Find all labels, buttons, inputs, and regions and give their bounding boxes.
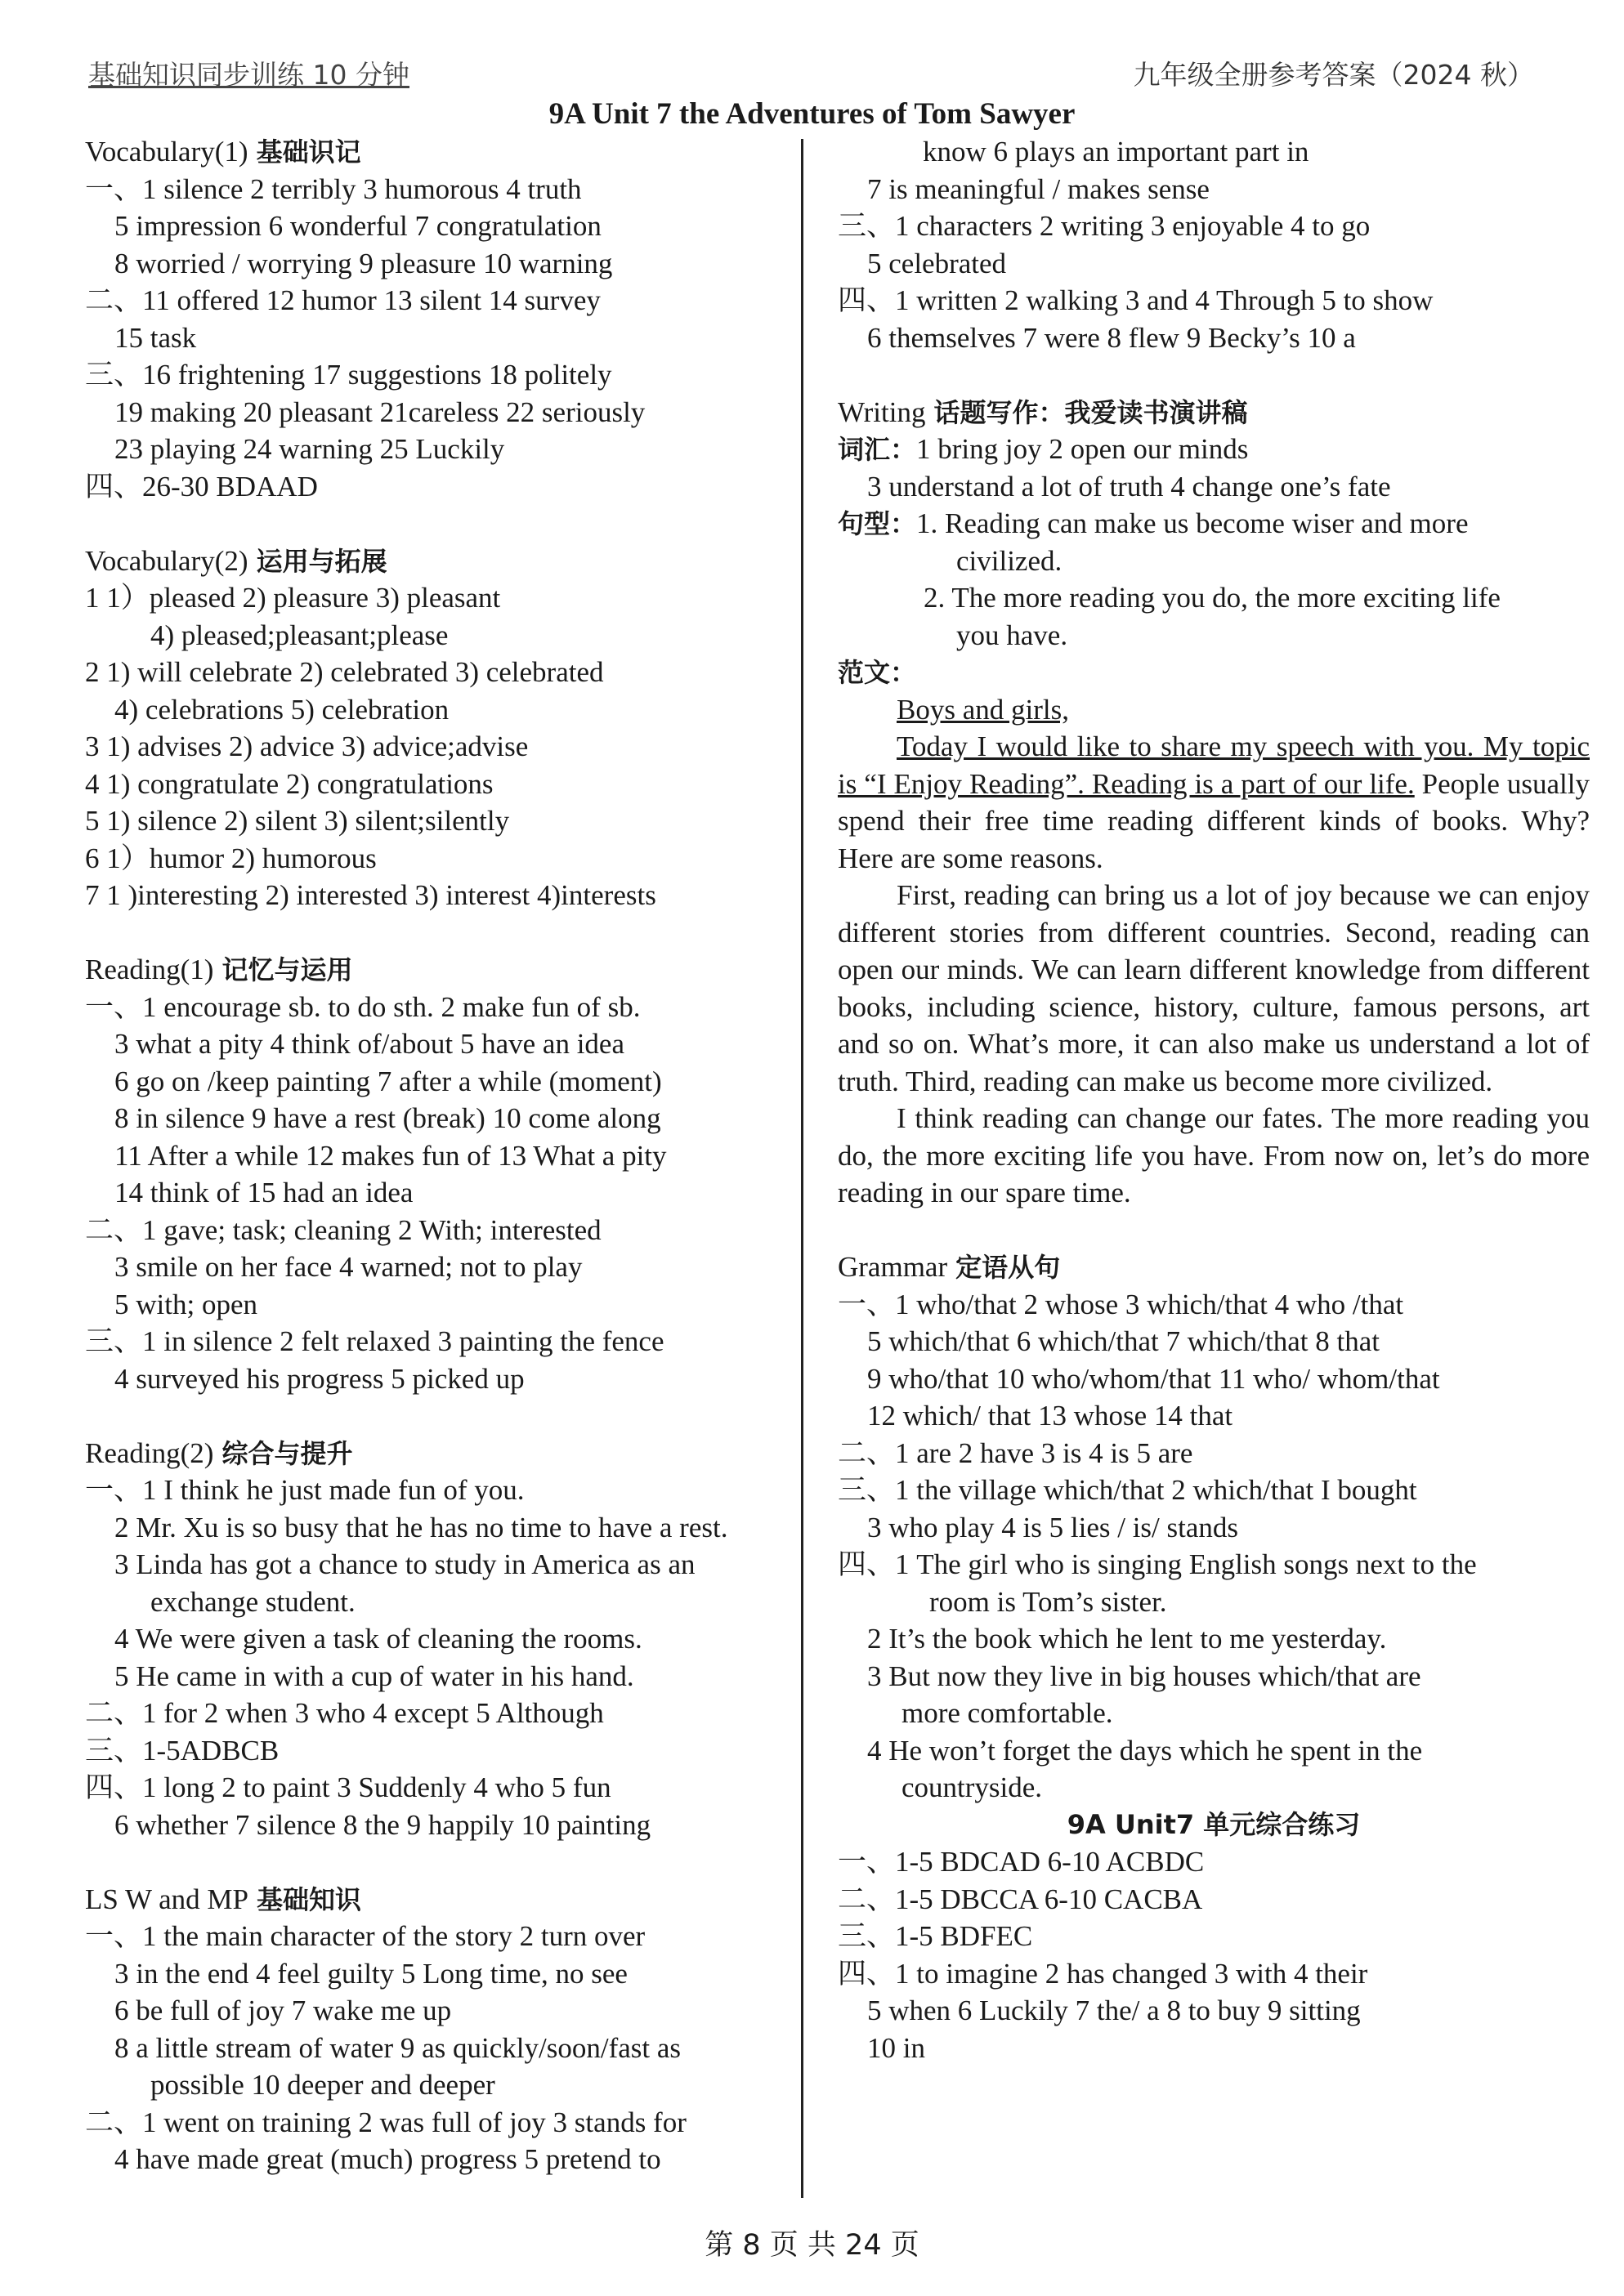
vocab-line: 3 understand a lot of truth 4 change one’s fate bbox=[867, 470, 1391, 503]
page-title: 9A Unit 7 the Adventures of Tom Sawyer bbox=[548, 97, 1076, 131]
answer-line: 一、1 who/that 2 whose 3 which/that 4 who /that bbox=[838, 1288, 1404, 1320]
answer-line: 三、1 the village which/that 2 which/that I bought bbox=[838, 1474, 1417, 1506]
answer-line: 四、1 The girl who is singing English songs next to the bbox=[838, 1548, 1477, 1580]
answer-line: 3 But now they live in big houses which/that are bbox=[867, 1659, 1421, 1692]
answer-line: 5 which/that 6 which/that 7 which/that 8 that bbox=[867, 1325, 1380, 1357]
answer-line: 一、1 encourage sb. to do sth. 2 make fun of sb. bbox=[85, 990, 641, 1023]
answer-line: room is Tom’s sister. bbox=[929, 1585, 1167, 1618]
answer-line: 6 1）humor 2) humorous bbox=[85, 842, 377, 874]
answer-line: 4 surveyed his progress 5 picked up bbox=[114, 1362, 525, 1395]
answer-line: exchange student. bbox=[150, 1585, 356, 1618]
answer-line: 三、1 in silence 2 felt relaxed 3 painting the fence bbox=[85, 1325, 664, 1357]
section-heading-reading-2 bbox=[85, 1435, 788, 1472]
left-column bbox=[85, 133, 788, 2178]
answer-line: 2 It’s the book which he lent to me yesterday. bbox=[867, 1623, 1387, 1655]
answer-line: 三、1-5ADBCB bbox=[85, 1734, 280, 1767]
answer-line: 3 in the end 4 feel guilty 5 Long time, no see bbox=[114, 1957, 628, 1990]
answer-line: 三、1 characters 2 writing 3 enjoyable 4 to go bbox=[838, 210, 1371, 242]
answer-line: 9 who/that 10 who/whom/that 11 who/ whom/that bbox=[867, 1362, 1440, 1395]
answer-line: 14 think of 15 had an idea bbox=[114, 1177, 414, 1208]
answer-line: 一、1 I think he just made fun of you. bbox=[85, 1474, 525, 1506]
answer-line: 6 themselves 7 were 8 flew 9 Becky’s 10 a bbox=[867, 321, 1356, 354]
page-footer: 第 8 页 共 24 页 bbox=[705, 2229, 919, 2262]
heading-en: Reading(2) bbox=[85, 1436, 214, 1469]
heading-en: Grammar bbox=[838, 1251, 948, 1283]
header-right: 九年级全册参考答案（2024 秋） bbox=[1133, 59, 1534, 91]
answer-line: 5 with; open bbox=[114, 1288, 257, 1320]
answer-line: 5 when 6 Luckily 7 the/ a 8 to buy 9 sitting bbox=[867, 1994, 1361, 2026]
answer-line: 3 Linda has got a chance to study in America as an bbox=[114, 1548, 696, 1580]
answer-line: 2 1) will celebrate 2) celebrated 3) celebrated bbox=[85, 656, 604, 688]
section-heading-vocabulary-2 bbox=[85, 543, 788, 580]
header-left: 基础知识同步训练 10 分钟 bbox=[88, 59, 409, 91]
section-heading-reading-1 bbox=[85, 951, 788, 989]
answer-line: 3 what a pity 4 think of/about 5 have an idea bbox=[114, 1028, 625, 1060]
answer-line: know 6 plays an important part in bbox=[923, 136, 1309, 168]
section-heading-lsw-mp bbox=[85, 1881, 788, 1919]
answer-line: more comfortable. bbox=[901, 1697, 1113, 1729]
section-heading-grammar bbox=[838, 1249, 1590, 1286]
sentence-line: civilized. bbox=[956, 544, 1063, 577]
vocab-line: 1 bring joy 2 open our minds bbox=[916, 433, 1249, 465]
heading-zh: 记忆与运用 bbox=[221, 954, 353, 985]
answer-line: 7 1 )interesting 2) interested 3) interest 4)interests bbox=[85, 879, 656, 911]
answer-line: 7 is meaningful / makes sense bbox=[867, 172, 1210, 205]
answer-line: 4 1) congratulate 2) congratulations bbox=[85, 767, 494, 800]
answer-line: 一、1-5 BDCAD 6-10 ACBDC bbox=[838, 1846, 1205, 1878]
answer-line: 二、11 offered 12 humor 13 silent 14 survey bbox=[85, 284, 601, 316]
heading-en: Writing bbox=[838, 395, 926, 428]
answer-line: countryside. bbox=[901, 1771, 1043, 1803]
heading-zh: 综合与提升 bbox=[221, 1437, 353, 1469]
answer-line: 一、1 the main character of the story 2 turn over bbox=[85, 1920, 646, 1952]
answer-line: 三、16 frightening 17 suggestions 18 politely bbox=[85, 359, 612, 391]
essay-greeting: Boys and girls, bbox=[897, 693, 1069, 726]
answer-line: 5 1) silence 2) silent 3) silent;silently bbox=[85, 805, 510, 837]
heading-zh: 话题写作：我爱读书演讲稿 bbox=[933, 396, 1248, 428]
answer-line: 4 He won’t forget the days which he spent in the bbox=[867, 1734, 1423, 1767]
answer-line: 四、26-30 BDAAD bbox=[85, 470, 318, 503]
model-essay-label: 范文： bbox=[838, 657, 917, 688]
answer-line: 3 who play 4 is 5 lies / is/ stands bbox=[867, 1511, 1239, 1543]
heading-zh: 运用与拓展 bbox=[256, 545, 387, 577]
answer-line: 5 impression 6 wonderful 7 congratulation bbox=[114, 210, 602, 242]
answer-line: 二、1 are 2 have 3 is 4 is 5 are bbox=[838, 1436, 1193, 1469]
answer-line: 6 whether 7 silence 8 the 9 happily 10 painting bbox=[114, 1808, 651, 1841]
essay-underlined: Today I would like to share my speech with you. My topic is “I Enjoy Reading”. Reading is a part of our life. bbox=[838, 730, 1590, 800]
answer-line: 二、1 went on training 2 was full of joy 3 stands for bbox=[85, 2106, 687, 2138]
answer-line: 23 playing 24 warning 25 Luckily bbox=[114, 433, 505, 465]
answer-line: 11 After a while 12 makes fun of 13 What a pity bbox=[114, 1139, 667, 1172]
sentence-line: you have. bbox=[956, 619, 1068, 651]
heading-en: Vocabulary(1) bbox=[85, 136, 248, 168]
answer-line: 四、1 written 2 walking 3 and 4 Through 5 to show bbox=[838, 284, 1434, 316]
answer-line: 4) pleased;pleasant;please bbox=[150, 619, 449, 651]
answer-line: 15 task bbox=[114, 321, 197, 354]
right-column bbox=[838, 133, 1590, 2066]
answer-line: 4 We were given a task of cleaning the rooms. bbox=[114, 1623, 642, 1655]
essay-paragraph-1 bbox=[838, 728, 1590, 877]
answer-line: 8 a little stream of water 9 as quickly/soon/fast as bbox=[114, 2031, 682, 2064]
answer-line: 四、1 to imagine 2 has changed 3 with 4 their bbox=[838, 1957, 1368, 1990]
answer-line: 6 be full of joy 7 wake me up bbox=[114, 1994, 452, 2026]
answer-line: 四、1 long 2 to paint 3 Suddenly 4 who 5 fun bbox=[85, 1771, 611, 1803]
heading-zh: 定语从句 bbox=[955, 1252, 1061, 1283]
vocab-label: 词汇： bbox=[838, 434, 917, 465]
sentence-label: 句型： bbox=[838, 508, 917, 539]
answer-line: 1 1）pleased 2) pleasure 3) pleasant bbox=[85, 582, 501, 614]
heading-en: LS W and MP bbox=[85, 1883, 248, 1915]
answer-line: 二、1-5 DBCCA 6-10 CACBA bbox=[838, 1883, 1203, 1915]
heading-zh: 基础识记 bbox=[256, 136, 361, 168]
answer-line: 3 1) advises 2) advice 3) advice;advise bbox=[85, 730, 529, 762]
answer-line: 10 in bbox=[867, 2031, 925, 2064]
column-divider bbox=[801, 139, 803, 2198]
answer-line: 6 go on /keep painting 7 after a while (moment) bbox=[114, 1065, 662, 1097]
essay-paragraph-2: First, reading can bring us a lot of joy because we can enjoy different stories from different countries. Second, reading can open our minds. We can learn different knowledge from different books, including science, history, culture, famous persons, art and so on. What’s more, it can also make us understand a lot of truth. Third, reading can make us become more civilized. bbox=[838, 879, 1590, 1097]
sentence-line: 2. The more reading you do, the more exciting life bbox=[924, 582, 1501, 614]
heading-en: Vocabulary(2) bbox=[85, 544, 248, 577]
answer-line: 4) celebrations 5) celebration bbox=[114, 693, 450, 726]
sentence-line: 1. Reading can make us become wiser and more bbox=[916, 507, 1469, 539]
answer-line: 5 He came in with a cup of water in his hand. bbox=[114, 1659, 634, 1692]
answer-line: 19 making 20 pleasant 21careless 22 seriously bbox=[114, 395, 646, 428]
answer-line: 12 which/ that 13 whose 14 that bbox=[867, 1400, 1233, 1432]
answer-line: 2 Mr. Xu is so busy that he has no time to have a rest. bbox=[114, 1511, 728, 1543]
answer-line: 二、1 for 2 when 3 who 4 except 5 Although bbox=[85, 1697, 604, 1729]
answer-line: 3 smile on her face 4 warned; not to play bbox=[114, 1251, 583, 1283]
answer-line: possible 10 deeper and deeper bbox=[150, 2069, 495, 2101]
answer-line: 4 have made great (much) progress 5 pretend to bbox=[114, 2143, 661, 2175]
essay-paragraph-3: I think reading can change our fates. The more reading you do, the more exciting life you have. From now on, let’s do more reading in our spare time. bbox=[838, 1102, 1590, 1208]
unit-practice-title: 9A Unit7 单元综合练习 bbox=[1067, 1808, 1361, 1840]
answer-line: 一、1 silence 2 terribly 3 humorous 4 truth bbox=[85, 172, 582, 205]
answer-line: 8 in silence 9 have a rest (break) 10 come along bbox=[114, 1102, 661, 1134]
answer-line: 二、1 gave; task; cleaning 2 With; interested bbox=[85, 1213, 602, 1246]
answer-line: 5 celebrated bbox=[867, 247, 1007, 279]
answer-line: 三、1-5 BDFEC bbox=[838, 1920, 1033, 1952]
essay-text: People usually spend their free time reading different kinds of books. Why? Here are some reasons. bbox=[838, 767, 1590, 874]
section-heading-vocabulary-1 bbox=[85, 133, 788, 171]
answer-line: 8 worried / worrying 9 pleasure 10 warning bbox=[114, 247, 613, 279]
section-heading-writing bbox=[838, 394, 1590, 431]
heading-en: Reading(1) bbox=[85, 954, 214, 985]
heading-zh: 基础知识 bbox=[257, 1883, 362, 1915]
